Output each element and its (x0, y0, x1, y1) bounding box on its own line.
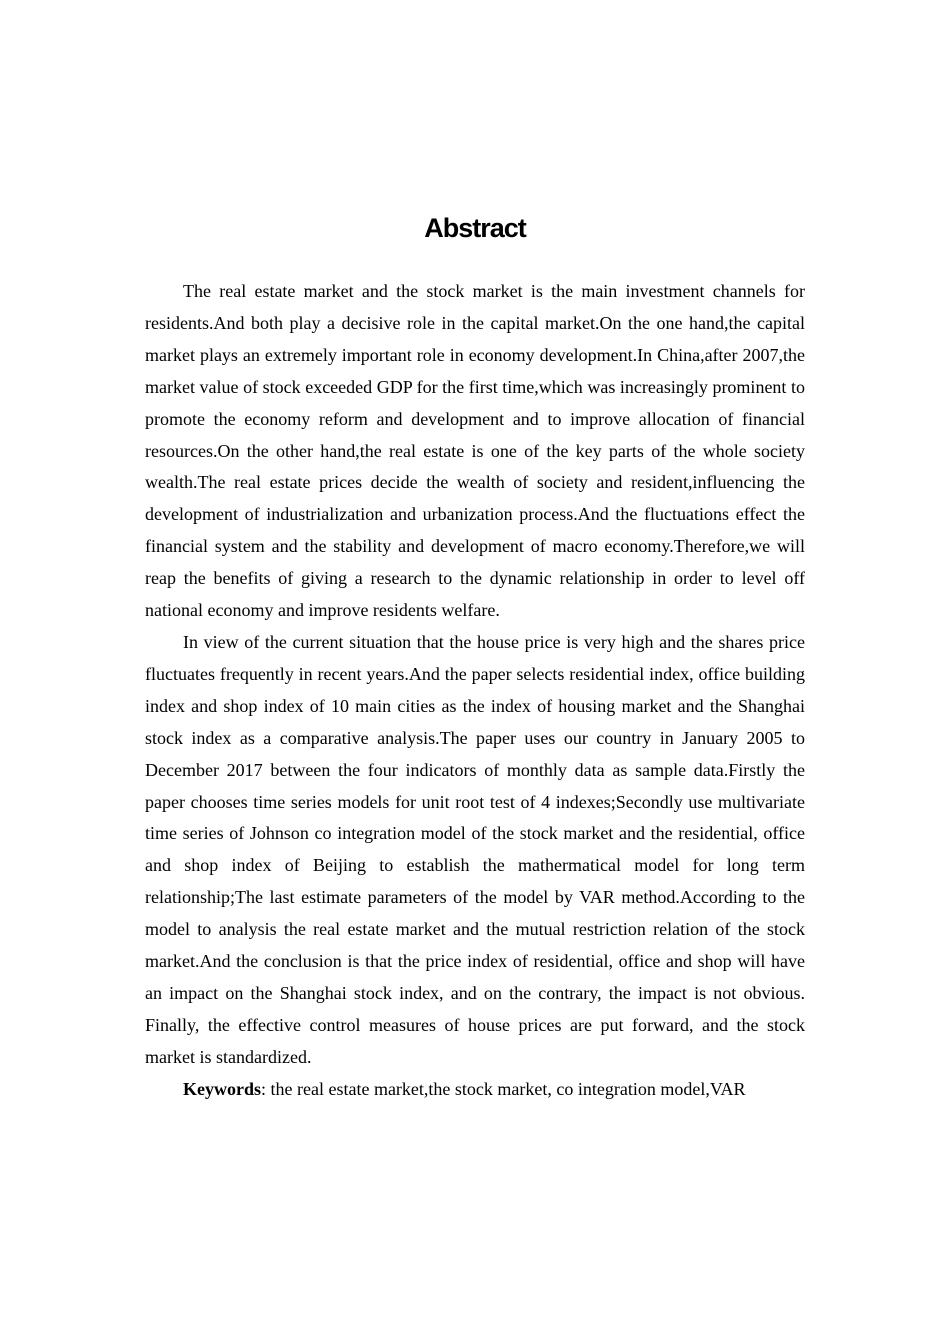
keywords-line (145, 1074, 805, 1106)
keywords-text: : the real estate market,the stock market, co integration model,VAR (261, 1078, 746, 1099)
abstract-paragraph-2: In view of the current situation that the house price is very high and the shares price fluctuates frequently in recent years.And the paper selects residential index, office building index and shop index of 10 main cities as the index of housing market and the Shanghai stock index as a comparative analysis.The paper uses our country in January 2005 to December 2017 between the four indicators of monthly data as sample data.Firstly the paper chooses time series models for unit root test of 4 indexes;Secondly use multivariate time series of Johnson co integration model of the stock market and the residential, office and shop index of Beijing to establish the mathermatical model for long term relationship;The last estimate parameters of the model by VAR method.According to the model to analysis the real estate market and the mutual restriction relation of the stock market.And the conclusion is that the price index of residential, office and shop will have an impact on the Shanghai stock index, and on the contrary, the impact is not obvious. Finally, the effective control measures of house prices are put forward, and the stock market is standardized. (145, 631, 805, 1067)
abstract-body (145, 276, 805, 1106)
abstract-paragraph-1: The real estate market and the stock market is the main investment channels for residents.And both play a decisive role in the capital market.On the one hand,the capital market plays an extremely important role in economy development.In China,after 2007,the market value of stock exceeded GDP for the first time,which was increasingly prominent to promote the economy reform and development and to improve allocation of financial resources.On the other hand,the real estate is one of the key parts of the whole society wealth.The real estate prices decide the wealth of society and resident,influencing the development of industrialization and urbanization process.And the fluctuations effect the financial system and the stability and development of macro economy.Therefore,we will reap the benefits of giving a research to the dynamic relationship in order to level off national economy and improve residents welfare. (145, 281, 805, 621)
keywords-label: Keywords (183, 1078, 261, 1099)
page-title: Abstract (424, 213, 526, 243)
